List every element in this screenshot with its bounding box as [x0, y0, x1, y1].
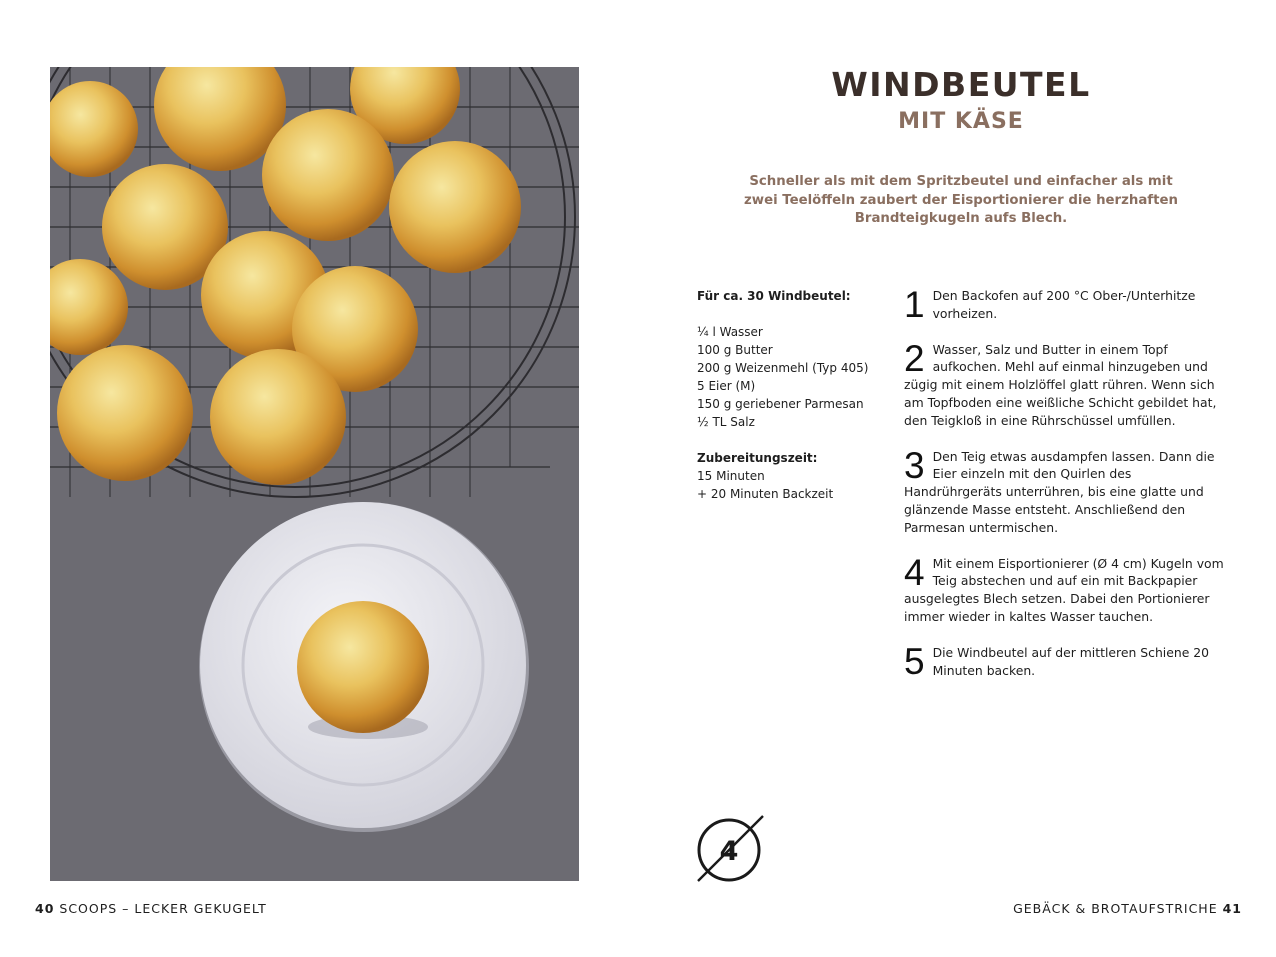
- ingredients-list: [697, 323, 897, 431]
- ingredient-item: 100 g Butter: [697, 343, 773, 357]
- prep-time-line: 15 Minuten: [697, 469, 765, 483]
- step-number: 1: [904, 284, 925, 325]
- footer-right-text: GEBÄCK & BROTAUFSTRICHE: [1013, 901, 1218, 916]
- recipe-subtitle: MIT KÄSE: [898, 109, 1024, 134]
- step-text: Die Windbeutel auf der mittleren Schiene 20 Minuten backen.: [932, 644, 1210, 678]
- badge-number: 4: [719, 836, 739, 867]
- footer-left: [35, 901, 267, 916]
- plate: [199, 502, 529, 832]
- bake-time-line: + 20 Minuten Backzeit: [697, 487, 834, 501]
- step-number: 5: [904, 640, 925, 682]
- ingredient-item: ½ TL Salz: [697, 415, 755, 429]
- scoop-size-icon: [693, 811, 767, 885]
- step-3: [904, 444, 1230, 537]
- step-text: Wasser, Salz und Butter in einem Topf aufkochen. Mehl auf einmal hinzugeben und zügig mit einem Holzlöffel glatt rühren. Wenn sich am Topfboden eine weißliche Schicht gebildet hat, den Teigkloß in eine Rührschüssel umfüllen.: [904, 341, 1217, 428]
- step-number: 2: [904, 337, 925, 379]
- recipe-title: WINDBEUTEL: [831, 65, 1091, 104]
- footer-left-text: SCOOPS – LECKER GEKUGELT: [59, 901, 267, 916]
- photo-illustration: [50, 67, 579, 881]
- step-2: [904, 337, 1230, 430]
- page-number-left: 40: [35, 901, 55, 916]
- ingredients-block: [697, 287, 897, 503]
- step-text: Den Teig etwas ausdampfen lassen. Dann die Eier einzeln mit den Quirlen des Handrührgeräts unterrühren, bis eine glatte und glänzende Masse entsteht. Anschließend den Parmesan untermischen.: [904, 448, 1215, 535]
- step-5: [904, 640, 1230, 682]
- page-number-right: 41: [1222, 901, 1242, 916]
- ingredient-item: 5 Eier (M): [697, 379, 756, 393]
- ingredient-item: 150 g geriebener Parmesan: [697, 397, 864, 411]
- ingredients-heading: Für ca. 30 Windbeutel:: [697, 289, 851, 303]
- recipe-photo: [50, 67, 579, 881]
- step-number: 4: [904, 551, 925, 593]
- prep-time-heading: Zubereitungszeit:: [697, 451, 818, 465]
- ingredient-item: ¼ l Wasser: [697, 325, 763, 339]
- step-4: [904, 551, 1230, 626]
- step-text: Den Backofen auf 200 °C Ober-/Unterhitze vorheizen.: [932, 288, 1196, 321]
- instructions: [904, 284, 1230, 697]
- ingredient-item: 200 g Weizenmehl (Typ 405): [697, 361, 869, 375]
- step-number: 3: [904, 444, 925, 486]
- step-1: [904, 284, 1230, 325]
- recipe-intro: Schneller als mit dem Spritzbeutel und einfacher als mit zwei Teelöffeln zaubert der Eisportionierer die herzhaften Brandteigkugeln aufs Blech.: [744, 174, 1178, 226]
- step-text: Mit einem Eisportionierer (Ø 4 cm) Kugeln vom Teig abstechen und auf ein mit Backpapier ausgelegtes Blech setzen. Dabei den Portionierer immer wieder in kaltes Wasser tauchen.: [904, 555, 1224, 624]
- footer-right: [1013, 901, 1242, 916]
- scoop-size-badge: [693, 811, 767, 885]
